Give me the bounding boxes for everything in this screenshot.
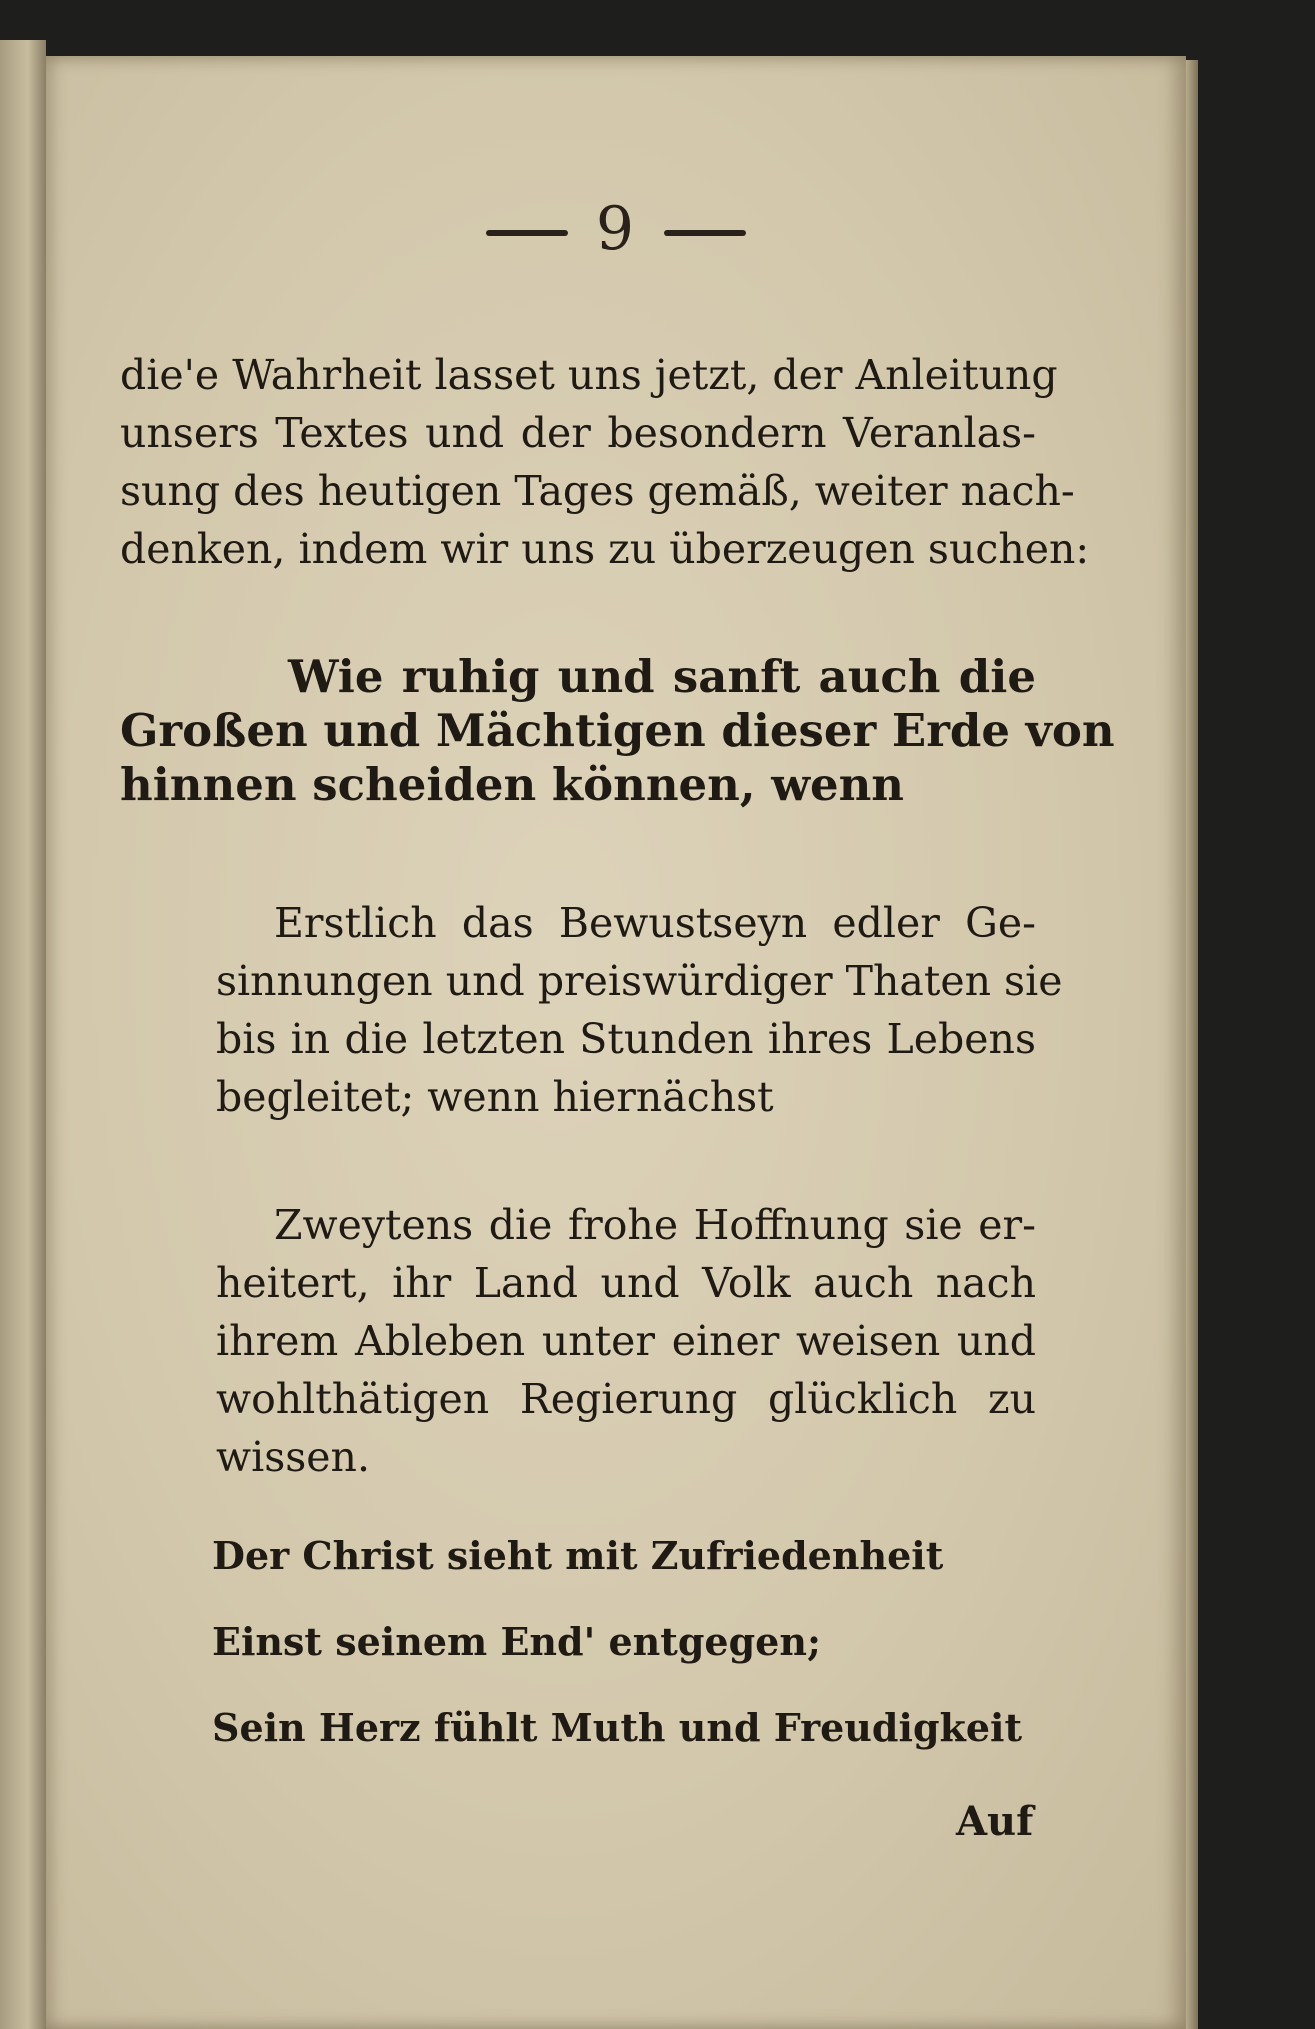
first-point-paragraph	[216, 894, 1063, 1126]
page-header	[46, 194, 1186, 264]
text-line: heitert, ihr Land und Volk auch nach	[216, 1259, 1036, 1307]
text-line: wohlthätigen Regierung glücklich zu	[216, 1375, 1036, 1423]
text-line: unsers Textes und der besondern Veranlas-	[120, 409, 1036, 457]
text-line: begleitet; wenn hiernächst	[216, 1073, 774, 1121]
text-line: wissen.	[216, 1433, 370, 1481]
page-number: 9	[595, 194, 637, 264]
verse-line: Einst seinem End' entgegen;	[212, 1619, 821, 1664]
text-line: hinnen scheiden können, wenn	[120, 758, 905, 811]
intro-paragraph	[120, 346, 1090, 578]
second-point-paragraph	[216, 1196, 1036, 1486]
verse-block	[212, 1533, 1023, 1750]
text-line: sinnungen und preiswürdiger Thaten sie	[216, 957, 1063, 1005]
text-line: sung des heutigen Tages gemäß, weiter nach-	[120, 467, 1075, 515]
text-line: denken, indem wir uns zu überzeugen suchen:	[120, 525, 1090, 573]
text-line: Großen und Mächtigen dieser Erde von	[120, 704, 1115, 757]
left-page-edge	[0, 40, 46, 2029]
header-dash-left	[486, 230, 568, 236]
text-line: bis in die letzten Stunden ihres Lebens	[216, 1015, 1036, 1063]
verse-line: Der Christ sieht mit Zufriedenheit	[212, 1533, 944, 1578]
verse-line: Sein Herz fühlt Muth und Freudigkeit	[212, 1705, 1023, 1750]
catchword: Auf	[956, 1798, 1034, 1845]
text-line: Wie ruhig und sanft auch die	[288, 650, 1036, 703]
header-dash-right	[664, 230, 746, 236]
text-line: Erstlich das Bewustseyn edler Ge-	[274, 899, 1036, 947]
text-line: Zweytens die frohe Hoffnung sie er-	[274, 1201, 1036, 1249]
book-page	[46, 56, 1186, 2029]
text-line: ihrem Ableben unter einer weisen und	[216, 1317, 1036, 1365]
thesis-paragraph	[120, 650, 1115, 812]
right-page-edge	[1186, 60, 1198, 2029]
text-line: die'e Wahrheit lasset uns jetzt, der Anleitung	[120, 351, 1058, 399]
